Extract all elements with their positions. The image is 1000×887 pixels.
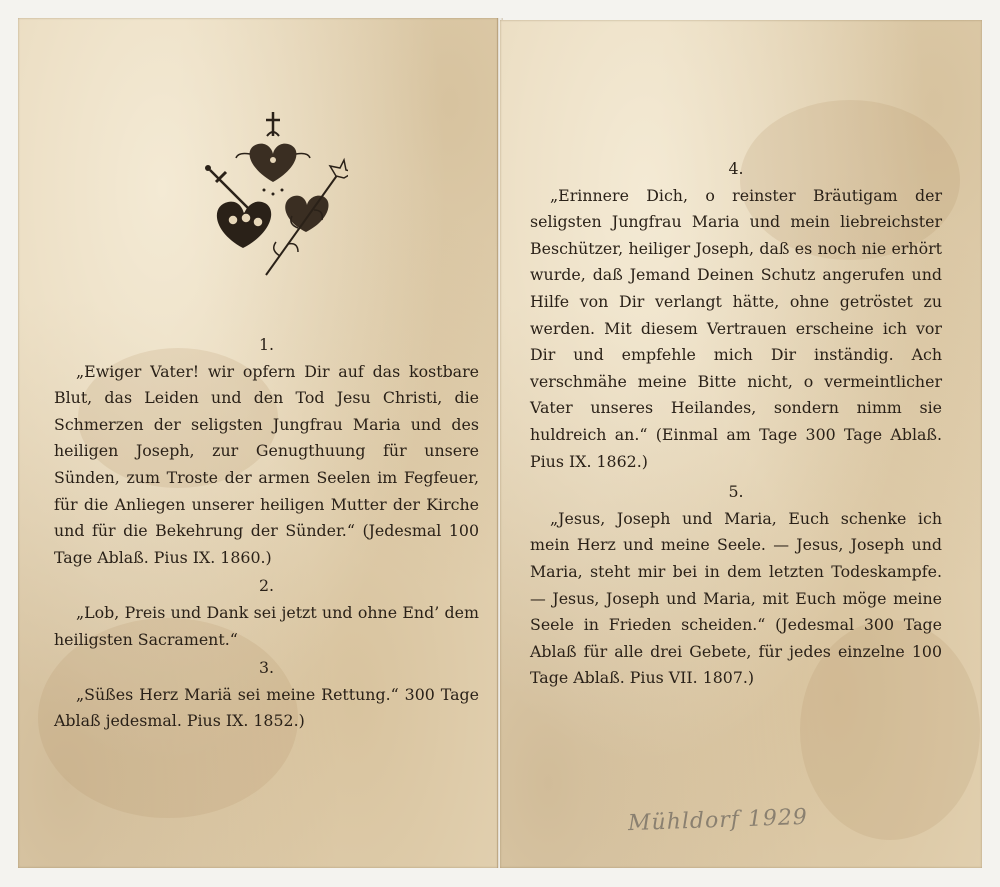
right-page bbox=[500, 20, 982, 868]
right-prayers bbox=[530, 156, 942, 692]
prayer-number: 5. bbox=[728, 482, 744, 502]
left-page bbox=[18, 18, 498, 868]
prayer-text: „Ewiger Vater! wir opfern Dir auf das kostbare Blut, das Leiden und den Tod Jesu Christi, die Schmerzen der seligsten Jungfrau Maria und des heiligen Joseph, zur Genugthuung für unsere Sünden, zum Troste der armen Seelen im Fegfeuer, für die Anliegen unserer heiligen Mutter der Kirche und für die Bekehrung der Sünder.“ (Jedesmal 100 Tage Ablaß. Pius IX. 1860.) bbox=[54, 361, 479, 567]
sacred-hearts-icon bbox=[188, 110, 348, 278]
prayer-number: 3. bbox=[258, 658, 275, 678]
prayer-text: „Jesus, Joseph und Maria, Euch schenke ich mein Herz und meine Seele. — Jesus, Joseph und Maria, steht mir bei in dem letzten Todeskampfe. — Jesus, Joseph und Maria, mit Euch möge meine Seele in Frieden scheiden.“ (Jedesmal 300 Tage Ablaß für alle drei Gebete, für jedes einzelne 100 Tage Ablaß. Pius VII. 1807.) bbox=[530, 508, 942, 688]
handwritten-note: Mühldorf 1929 bbox=[627, 804, 809, 837]
prayer-number: 1. bbox=[258, 335, 275, 354]
prayer-number: 2. bbox=[258, 576, 275, 596]
prayer-text: „Lob, Preis und Dank sei jetzt und ohne End’ dem heiligsten Sacrament.“ bbox=[54, 602, 479, 649]
prayer-text: „Erinnere Dich, o reinster Bräutigam der seligsten Jungfrau Maria und mein liebreichster Beschützer, heiliger Joseph, daß es noch nie erhört wurde, daß Jemand Deinen Schutz angerufen und Hilfe von Dir verlangt hätte, ohne getröstet zu werden. Mit diesem Vertrauen erscheine ich vor Dir und empfehle mich Dir inständig. Ach verschmähe meine Bitte nicht, o vermeintlicher Vater unseres Heilandes, sondern nimm sie huldreich an.“ (Einmal am Tage 300 Tage Ablaß. Pius IX. 1862.) bbox=[530, 185, 942, 471]
prayer-text: „Süßes Herz Mariä sei meine Rettung.“ 300 Tage Ablaß jedesmal. Pius IX. 1852.) bbox=[54, 684, 479, 731]
prayer-number: 4. bbox=[728, 159, 744, 178]
left-prayers bbox=[54, 332, 479, 735]
